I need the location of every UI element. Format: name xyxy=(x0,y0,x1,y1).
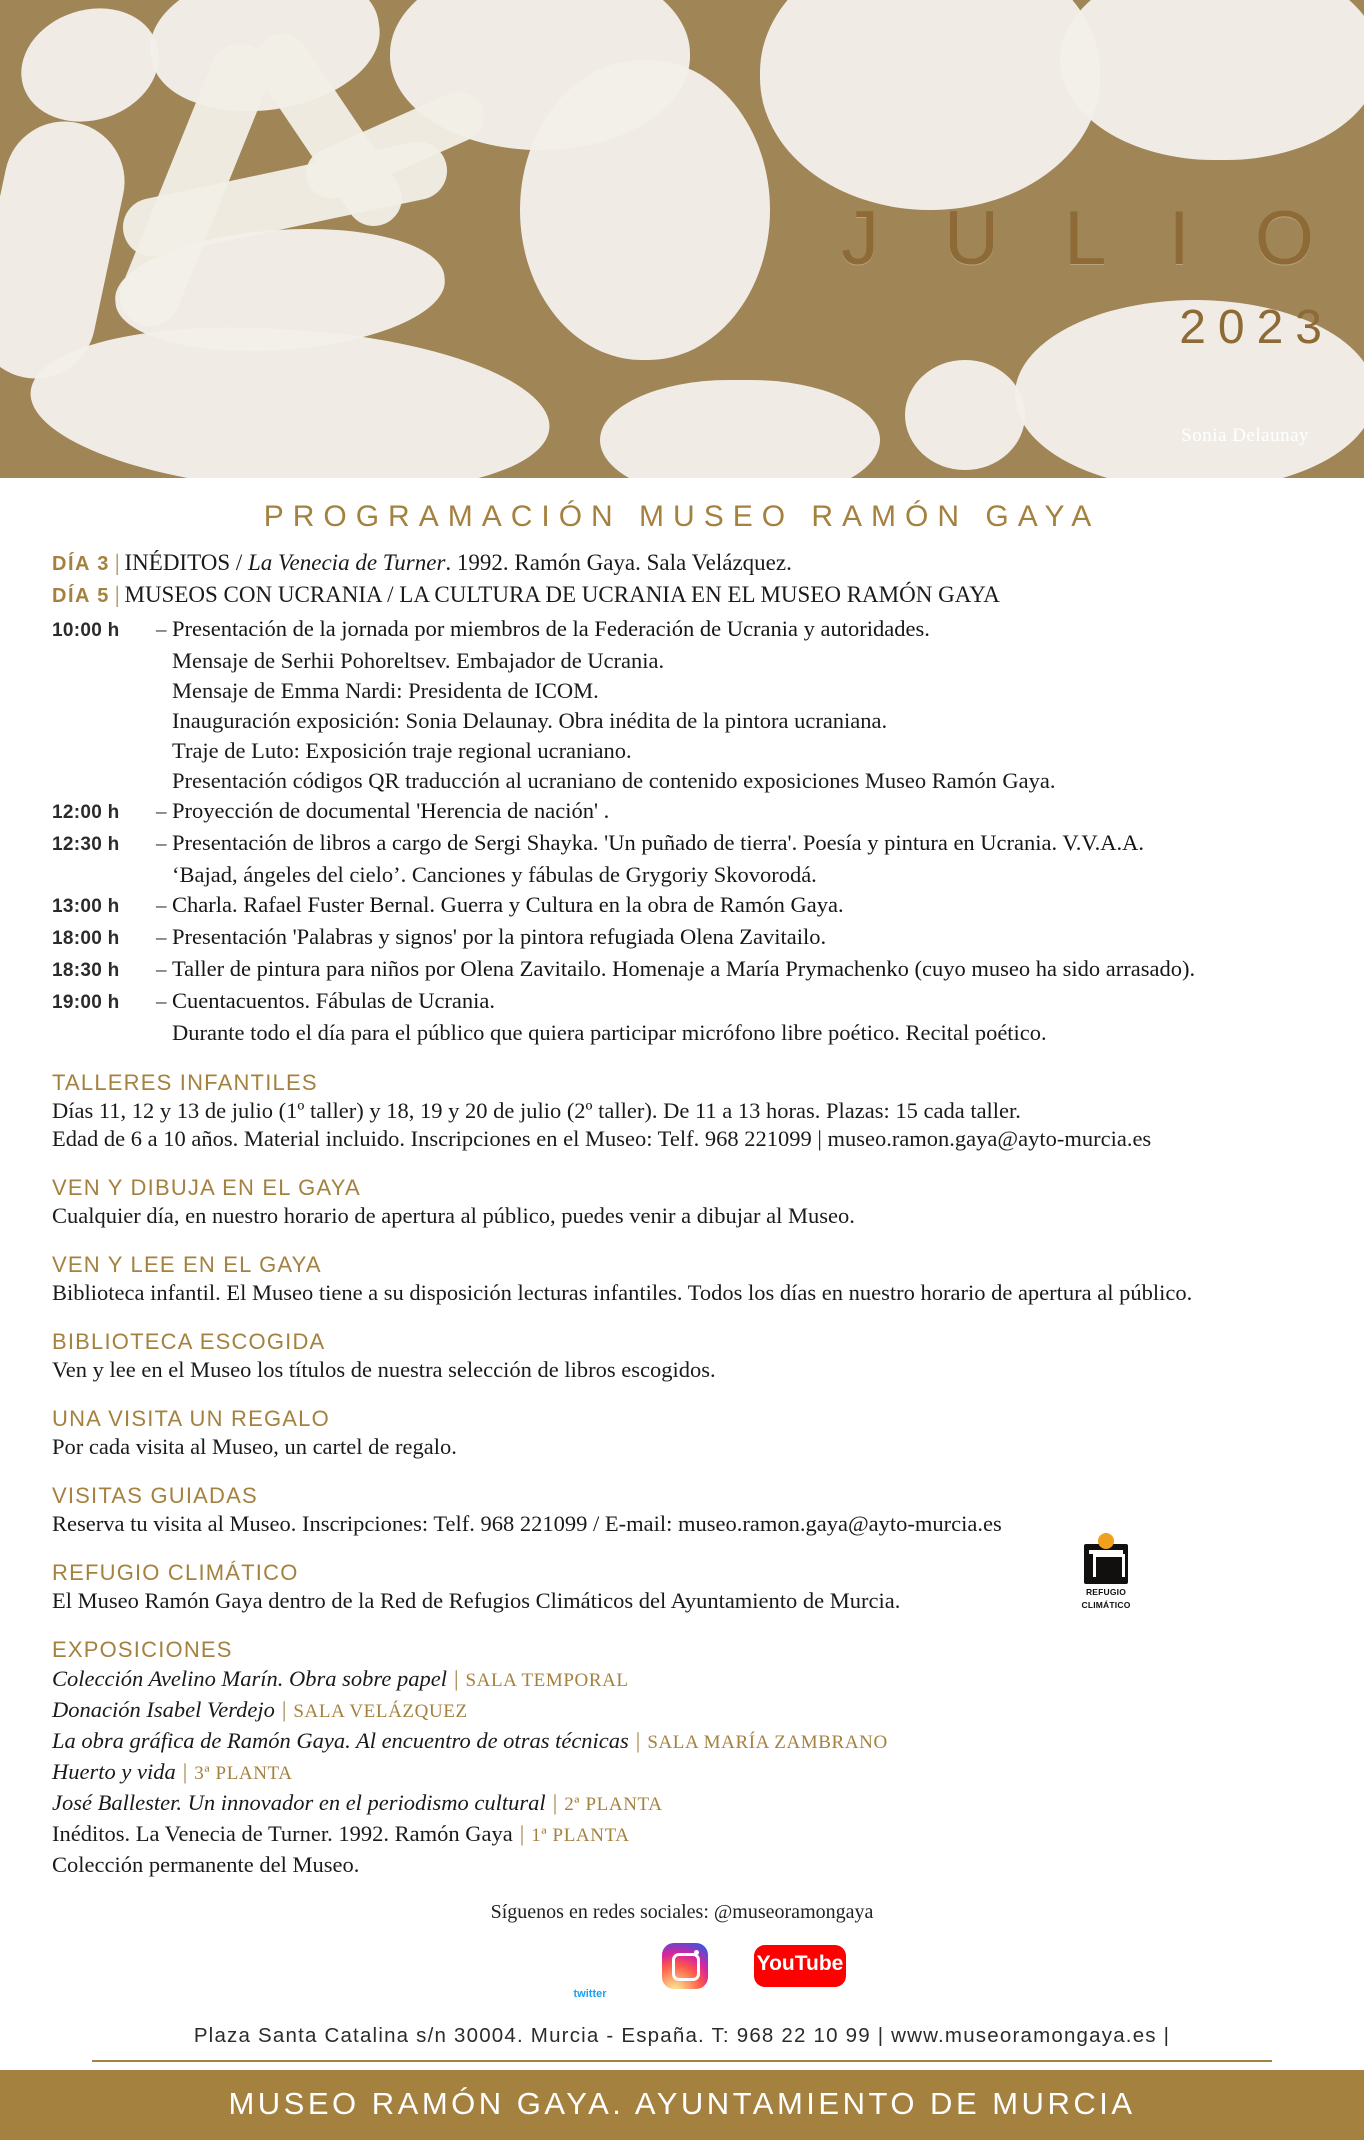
section-line: El Museo Ramón Gaya dentro de la Red de Refugios Climáticos del Ayuntamiento de Murcia. xyxy=(52,1588,901,1613)
footer-bar: MUSEO RAMÓN GAYA. AYUNTAMIENTO DE MURCIA xyxy=(0,2070,1364,2140)
section-ven-y-dibuja xyxy=(52,1175,1312,1230)
schedule-text: Presentación de libros a cargo de Sergi Shayka. 'Un puñado de tierra'. Poesía y pintura en Ucrania. V.V.A.A. xyxy=(172,830,1145,855)
day-entry-5 xyxy=(52,580,1312,611)
schedule-dash: – xyxy=(156,989,167,1013)
schedule-text: Presentación 'Palabras y signos' por la pintora refugiada Olena Zavitailo. xyxy=(172,924,827,949)
section-title: EXPOSICIONES xyxy=(52,1637,233,1662)
refugio-badge-shape xyxy=(1084,1544,1128,1584)
section-line: Edad de 6 a 10 años. Material incluido. Inscripciones en el Museo: Telf. 968 221099 | museo.ramon.gaya@ayto-murcia.es xyxy=(52,1126,1152,1151)
schedule-dash: – xyxy=(156,893,167,917)
schedule-subline: Durante todo el día para el público que quiera participar micrófono libre poético. Recital poético. xyxy=(172,1020,1047,1045)
sun-icon xyxy=(1098,1533,1114,1549)
exposicion-sala: 2ª PLANTA xyxy=(564,1794,663,1815)
artwork-credit: Sonia Delaunay xyxy=(1181,425,1309,446)
section-title: UNA VISITA UN REGALO xyxy=(52,1406,330,1431)
refugio-badge-line2: CLIMÁTICO xyxy=(1081,1600,1131,1610)
schedule-dash: – xyxy=(156,831,167,855)
section-line: Días 11, 12 y 13 de julio (1º taller) y 18, 19 y 20 de julio (2º taller). De 11 a 13 horas. Plazas: 15 cada taller. xyxy=(52,1098,1021,1123)
exposicion-item xyxy=(52,1788,1312,1819)
schedule-time: 10:00 h xyxy=(52,620,120,641)
schedule-row xyxy=(52,614,1312,646)
exposicion-sala: 1ª PLANTA xyxy=(531,1825,630,1846)
decorative-shape xyxy=(600,380,880,478)
schedule-row xyxy=(52,828,1312,860)
decorative-shape xyxy=(760,0,1100,210)
section-line: Cualquier día, en nuestro horario de apertura al público, puedes venir a dibujar al Museo. xyxy=(52,1203,855,1228)
schedule-time: 12:30 h xyxy=(52,834,120,855)
section-biblioteca-escogida xyxy=(52,1329,1312,1384)
exposicion-item xyxy=(52,1850,1312,1879)
address-line: Plaza Santa Catalina s/n 30004. Murcia - España. T: 968 22 10 99 | www.museoramongaya.es | xyxy=(92,2006,1272,2062)
exposicion-sala: SALA VELÁZQUEZ xyxy=(293,1701,468,1722)
exposicion-sala: SALA MARÍA ZAMBRANO xyxy=(647,1732,888,1753)
twitter-icon[interactable] xyxy=(564,1944,616,2000)
section-title: TALLERES INFANTILES xyxy=(52,1070,318,1095)
schedule-dash: – xyxy=(156,617,167,641)
section-refugio-climatico xyxy=(52,1560,1312,1615)
social-icons xyxy=(52,1938,1312,2000)
main-content xyxy=(0,548,1364,2062)
exposicion-separator: | xyxy=(552,1790,558,1815)
schedule-time: 12:00 h xyxy=(52,802,120,823)
section-title: VISITAS GUIADAS xyxy=(52,1483,258,1508)
schedule-row xyxy=(52,796,1312,828)
schedule-text: Proyección de documental 'Herencia de nación' . xyxy=(172,798,610,823)
schedule-text: Taller de pintura para niños por Olena Zavitailo. Homenaje a María Prymachenko (cuyo museo ha sido arrasado). xyxy=(172,956,1196,981)
day-text-italic: La Venecia de Turner xyxy=(248,550,446,575)
decorative-shape xyxy=(6,0,173,139)
section-line: Reserva tu visita al Museo. Inscripciones: Telf. 968 221099 / E-mail: museo.ramon.gaya@ayto-murcia.es xyxy=(52,1511,1002,1536)
exposicion-separator: | xyxy=(635,1728,641,1753)
exposicion-name: José Ballester. Un innovador en el periodismo cultural xyxy=(52,1790,546,1815)
day-separator: | xyxy=(114,550,120,575)
exposicion-sala: 3ª PLANTA xyxy=(194,1763,293,1784)
exposicion-separator: | xyxy=(453,1666,459,1691)
exposicion-separator: | xyxy=(182,1759,188,1784)
youtube-icon[interactable] xyxy=(754,1945,846,1987)
schedule-list xyxy=(52,614,1312,1048)
schedule-time: 18:00 h xyxy=(52,928,120,949)
exposicion-item xyxy=(52,1819,1312,1850)
day-entry-3 xyxy=(52,548,1312,579)
schedule-row xyxy=(52,954,1312,986)
page-title: PROGRAMACIÓN MUSEO RAMÓN GAYA xyxy=(263,500,1101,533)
day-text-plain: INÉDITOS / xyxy=(124,550,249,575)
exposicion-separator: | xyxy=(519,1821,525,1846)
section-title: VEN Y LEE EN EL GAYA xyxy=(52,1252,322,1277)
exposicion-item xyxy=(52,1726,1312,1757)
exposicion-name: Inéditos. La Venecia de Turner. 1992. Ramón Gaya xyxy=(52,1821,513,1846)
schedule-subline: Mensaje de Serhii Pohoreltsev. Embajador de Ucrania. xyxy=(172,648,665,673)
decorative-shape xyxy=(25,312,555,478)
section-line: Ven y lee en el Museo los títulos de nuestra selección de libros escogidos. xyxy=(52,1357,716,1382)
exposicion-sala: SALA TEMPORAL xyxy=(465,1670,629,1691)
decorative-shape xyxy=(905,360,1025,470)
schedule-subline: Traje de Luto: Exposición traje regional ucraniano. xyxy=(172,738,632,763)
schedule-time: 18:30 h xyxy=(52,960,120,981)
hero-artwork xyxy=(0,0,1364,478)
schedule-time: 13:00 h xyxy=(52,896,120,917)
refugio-badge-line1: REFUGIO xyxy=(1085,1587,1127,1597)
exposicion-item xyxy=(52,1664,1312,1695)
section-title: BIBLIOTECA ESCOGIDA xyxy=(52,1329,326,1354)
refugio-climatico-icon xyxy=(1075,1544,1137,1610)
social-follow-text: Síguenos en redes sociales: @museoramongaya xyxy=(490,1901,874,1923)
section-line: Biblioteca infantil. El Museo tiene a su disposición lecturas infantiles. Todos los días en nuestro horario de apertura al público. xyxy=(52,1280,1193,1305)
schedule-row xyxy=(52,890,1312,922)
day-separator: | xyxy=(114,582,120,607)
schedule-subline: Presentación códigos QR traducción al ucraniano de contenido exposiciones Museo Ramón Gaya. xyxy=(172,768,1056,793)
schedule-text: Presentación de la jornada por miembros de la Federación de Ucrania y autoridades. xyxy=(172,616,930,641)
youtube-icon-label: YouTube xyxy=(756,1952,844,1975)
section-ven-y-lee xyxy=(52,1252,1312,1307)
exposicion-item xyxy=(52,1757,1312,1788)
exposicion-name: Colección Avelino Marín. Obra sobre papel xyxy=(52,1666,447,1691)
instagram-icon[interactable] xyxy=(662,1943,708,1989)
section-una-visita-un-regalo xyxy=(52,1406,1312,1461)
schedule-text: Cuentacuentos. Fábulas de Ucrania. xyxy=(172,988,496,1013)
exposicion-item xyxy=(52,1695,1312,1726)
schedule-dash: – xyxy=(156,799,167,823)
decorative-shape xyxy=(520,60,770,360)
house-icon xyxy=(1093,1554,1125,1577)
schedule-subline: Inauguración exposición: Sonia Delaunay. Obra inédita de la pintora ucraniana. xyxy=(172,708,888,733)
exposicion-name: Donación Isabel Verdejo xyxy=(52,1697,275,1722)
schedule-dash: – xyxy=(156,925,167,949)
section-exposiciones xyxy=(52,1637,1312,1879)
schedule-dash: – xyxy=(156,957,167,981)
hero-month: J U L I O xyxy=(840,196,1336,281)
decorative-shape xyxy=(1060,0,1364,160)
schedule-row xyxy=(52,986,1312,1018)
exposicion-name: Huerto y vida xyxy=(52,1759,176,1784)
schedule-row xyxy=(52,922,1312,954)
schedule-subline: ‘Bajad, ángeles del cielo’. Canciones y fábulas de Grygoriy Skovorodá. xyxy=(172,862,817,887)
day-label: DÍA 5 xyxy=(52,585,110,607)
section-line: Por cada visita al Museo, un cartel de regalo. xyxy=(52,1434,457,1459)
schedule-subline: Mensaje de Emma Nardi: Presidenta de ICOM. xyxy=(172,678,599,703)
exposicion-name: Colección permanente del Museo. xyxy=(52,1852,360,1877)
section-title: VEN Y DIBUJA EN EL GAYA xyxy=(52,1175,361,1200)
schedule-time: 19:00 h xyxy=(52,992,120,1013)
section-title: REFUGIO CLIMÁTICO xyxy=(52,1560,299,1585)
hero-year: 2023 xyxy=(1179,301,1334,354)
twitter-icon-label: twitter xyxy=(573,1988,607,2000)
exposicion-name: La obra gráfica de Ramón Gaya. Al encuentro de otras técnicas xyxy=(52,1728,629,1753)
day-label: DÍA 3 xyxy=(52,553,110,575)
day-text: MUSEOS CON UCRANIA / LA CULTURA DE UCRANIA EN EL MUSEO RAMÓN GAYA xyxy=(124,582,1000,607)
schedule-text: Charla. Rafael Fuster Bernal. Guerra y Cultura en la obra de Ramón Gaya. xyxy=(172,892,844,917)
section-visitas-guiadas xyxy=(52,1483,1312,1538)
section-talleres-infantiles xyxy=(52,1070,1312,1153)
day-text-plain-2: . 1992. Ramón Gaya. Sala Velázquez. xyxy=(445,550,792,575)
exposicion-separator: | xyxy=(281,1697,287,1722)
